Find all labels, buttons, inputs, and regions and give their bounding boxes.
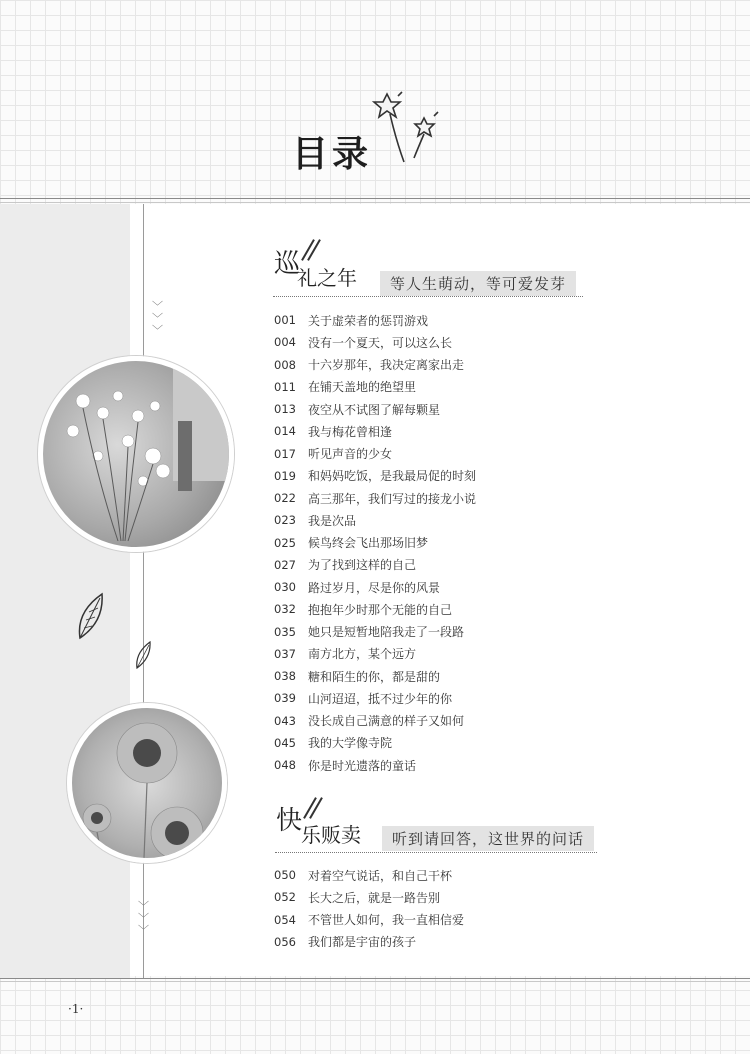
flower-sticks-icon bbox=[366, 90, 446, 170]
toc-page-number: 052 bbox=[274, 890, 296, 905]
toc-page-number: 017 bbox=[274, 446, 296, 461]
toc-entry[interactable] bbox=[274, 909, 464, 931]
leaf-icon bbox=[134, 641, 152, 669]
section-divider bbox=[273, 296, 583, 297]
toc-page-number: 025 bbox=[274, 535, 296, 550]
toc-entry[interactable] bbox=[274, 465, 476, 487]
toc-page-number: 011 bbox=[274, 379, 296, 394]
toc-entry-title: 不管世人如何，我一直相信爱 bbox=[308, 913, 465, 928]
page-number: ·1· bbox=[68, 1002, 84, 1016]
toc-page-number: 038 bbox=[274, 669, 296, 684]
toc-entry-title: 夜空从不试图了解每颗星 bbox=[308, 402, 441, 417]
toc-entry-title: 山河迢迢，抵不过少年的你 bbox=[308, 691, 453, 706]
toc-entry[interactable] bbox=[274, 886, 464, 908]
toc-entry[interactable] bbox=[274, 376, 476, 398]
toc-entry[interactable] bbox=[274, 931, 464, 953]
toc-entry[interactable] bbox=[274, 532, 476, 554]
toc-page-number: 023 bbox=[274, 513, 296, 528]
toc-page-number: 056 bbox=[274, 934, 296, 949]
toc-page-number: 037 bbox=[274, 646, 296, 661]
bottom-divider bbox=[0, 978, 750, 979]
toc-page-number: 022 bbox=[274, 491, 296, 506]
sunflower-photo bbox=[67, 703, 227, 863]
toc-list bbox=[274, 309, 476, 776]
toc-page-number: 048 bbox=[274, 758, 296, 773]
toc-page-number: 014 bbox=[274, 424, 296, 439]
toc-entry-title: 为了找到这样的自己 bbox=[308, 558, 417, 573]
toc-entry-title: 在铺天盖地的绝望里 bbox=[308, 380, 417, 395]
toc-entry-title: 长大之后，就是一路告别 bbox=[308, 890, 441, 905]
section-title: 礼之年 bbox=[297, 266, 357, 290]
toc-entry[interactable] bbox=[274, 331, 476, 353]
toc-page-number: 050 bbox=[274, 868, 296, 883]
toc-page-number: 043 bbox=[274, 713, 296, 728]
section-subtitle: 听到请回答，这世界的问话 bbox=[382, 826, 594, 851]
toc-page-number: 004 bbox=[274, 335, 296, 350]
toc-entry-title: 关于虚荣者的惩罚游戏 bbox=[308, 313, 429, 328]
toc-entry[interactable] bbox=[274, 665, 476, 687]
toc-page-number: 027 bbox=[274, 557, 296, 572]
toc-entry[interactable] bbox=[274, 554, 476, 576]
toc-entry[interactable] bbox=[274, 754, 476, 776]
toc-entry[interactable] bbox=[274, 732, 476, 754]
toc-entry-title: 抱抱年少时那个无能的自己 bbox=[308, 602, 453, 617]
toc-entry[interactable] bbox=[274, 576, 476, 598]
left-gray-band bbox=[0, 204, 130, 978]
toc-entry-title: 对着空气说话，和自己干杯 bbox=[308, 868, 453, 883]
toc-entry-title: 没长成自己满意的样子又如何 bbox=[308, 714, 465, 729]
section-divider bbox=[275, 852, 597, 853]
toc-page-number: 008 bbox=[274, 357, 296, 372]
toc-entry-title: 她只是短暂地陪我走了一段路 bbox=[308, 625, 465, 640]
toc-entry-title: 听见声音的少女 bbox=[308, 447, 393, 462]
toc-page-number: 030 bbox=[274, 580, 296, 595]
toc-entry[interactable] bbox=[274, 420, 476, 442]
toc-page-number: 045 bbox=[274, 735, 296, 750]
leaf-icon bbox=[74, 592, 106, 640]
toc-entry[interactable] bbox=[274, 710, 476, 732]
chevron-down-icon: ﹀ ﹀ ﹀ bbox=[138, 900, 149, 937]
toc-entry-title: 路过岁月，尽是你的风景 bbox=[308, 580, 441, 595]
toc-list bbox=[274, 864, 464, 953]
toc-entry[interactable] bbox=[274, 398, 476, 420]
section-title: 乐贩卖 bbox=[301, 823, 361, 847]
toc-entry-title: 候鸟终会飞出那场旧梦 bbox=[308, 536, 429, 551]
toc-entry-title: 我们都是宇宙的孩子 bbox=[308, 935, 417, 950]
toc-page-number: 001 bbox=[274, 313, 296, 328]
toc-entry-title: 你是时光遗落的童话 bbox=[308, 758, 417, 773]
bottom-divider-secondary bbox=[0, 981, 750, 982]
toc-entry[interactable] bbox=[274, 621, 476, 643]
top-divider-secondary bbox=[0, 202, 750, 203]
toc-entry[interactable] bbox=[274, 687, 476, 709]
daisy-photo bbox=[38, 356, 234, 552]
toc-entry[interactable] bbox=[274, 443, 476, 465]
toc-entry[interactable] bbox=[274, 509, 476, 531]
section-title-char: 巡 bbox=[274, 249, 301, 279]
toc-page-number: 013 bbox=[274, 402, 296, 417]
toc-page-number: 054 bbox=[274, 912, 296, 927]
chevron-down-icon: ﹀ ﹀ ﹀ bbox=[152, 300, 163, 337]
toc-entry[interactable] bbox=[274, 643, 476, 665]
toc-entry[interactable] bbox=[274, 864, 464, 886]
top-divider bbox=[0, 198, 750, 199]
toc-page-number: 035 bbox=[274, 624, 296, 639]
toc-entry[interactable] bbox=[274, 354, 476, 376]
toc-entry-title: 我是次品 bbox=[308, 513, 357, 528]
toc-entry[interactable] bbox=[274, 487, 476, 509]
toc-entry-title: 我的大学像寺院 bbox=[308, 736, 393, 751]
toc-entry[interactable] bbox=[274, 309, 476, 331]
toc-entry[interactable] bbox=[274, 598, 476, 620]
toc-page-number: 032 bbox=[274, 602, 296, 617]
toc-page-number: 039 bbox=[274, 691, 296, 706]
toc-entry-title: 我与梅花曾相逢 bbox=[308, 424, 393, 439]
toc-entry-title: 和妈妈吃饭，是我最局促的时刻 bbox=[308, 469, 477, 484]
toc-entry-title: 没有一个夏天，可以这么长 bbox=[308, 335, 453, 350]
toc-entry-title: 高三那年，我们写过的接龙小说 bbox=[308, 491, 477, 506]
toc-entry-title: 糖和陌生的你，都是甜的 bbox=[308, 669, 441, 684]
toc-entry-title: 南方北方，某个远方 bbox=[308, 647, 417, 662]
toc-page-number: 019 bbox=[274, 468, 296, 483]
section-title-char: 快 bbox=[276, 806, 303, 836]
page-title: 目录 bbox=[292, 134, 373, 175]
section-subtitle: 等人生萌动，等可爱发芽 bbox=[380, 271, 576, 296]
toc-entry-title: 十六岁那年，我决定离家出走 bbox=[308, 358, 465, 373]
